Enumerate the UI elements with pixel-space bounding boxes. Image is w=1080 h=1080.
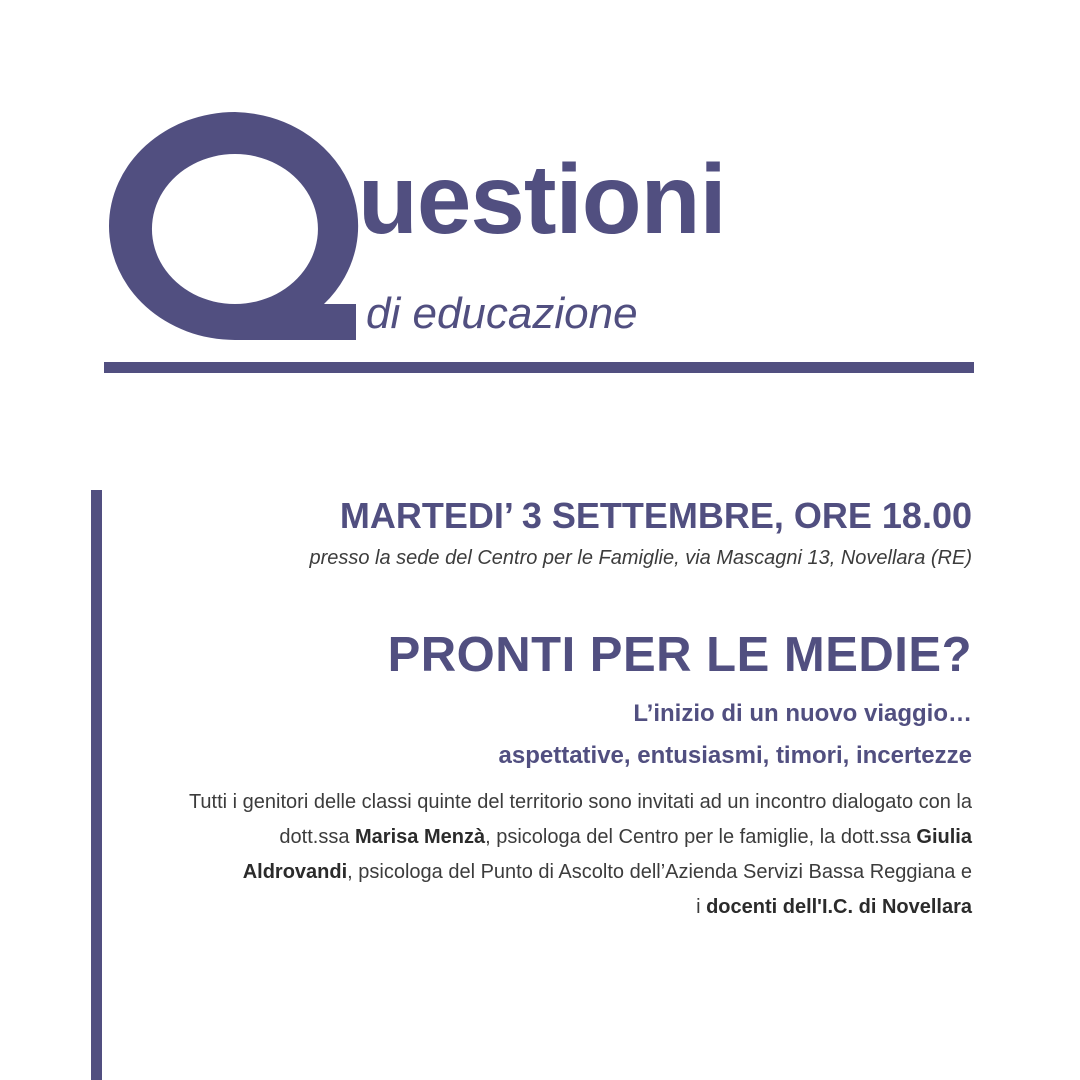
organization-name: docenti dell'I.C. di Novellara <box>706 896 972 918</box>
description-part-3: , psicologa del Punto di Ascolto dell’Azienda Servizi Bassa Reggiana e <box>347 861 972 883</box>
logo-title: uestioni <box>358 144 726 254</box>
event-headline: PRONTI PER LE MEDIE? <box>387 628 972 682</box>
event-subtitle <box>172 693 972 777</box>
event-date-time: MARTEDI’ 3 SETTEMBRE, ORE 18.00 <box>339 495 972 536</box>
speaker-name-2: Giulia Aldrovandi <box>242 826 972 883</box>
event-content <box>172 493 972 925</box>
header-divider <box>104 362 974 373</box>
speaker-name-1: Marisa Menzà <box>355 826 486 848</box>
subtitle-line-1: L’inizio di un nuovo viaggio… <box>633 700 972 727</box>
event-venue: presso la sede del Centro per le Famiglie, via Mascagni 13, Novellara (RE) <box>309 547 972 569</box>
description-part-4: i <box>696 896 707 918</box>
event-description <box>172 785 972 925</box>
logo-subtitle: di educazione <box>366 289 638 338</box>
description-part-2: , psicologa del Centro per le famiglie, la dott.ssa <box>485 826 917 848</box>
subtitle-line-2: aspettative, entusiasmi, timori, incertezze <box>498 742 972 769</box>
description-part-1: Tutti i genitori delle classi quinte del territorio sono invitati ad un incontro dialogato con la dott.ssa <box>188 791 972 848</box>
side-accent-bar <box>91 490 102 1080</box>
logo-q-icon <box>102 112 362 342</box>
